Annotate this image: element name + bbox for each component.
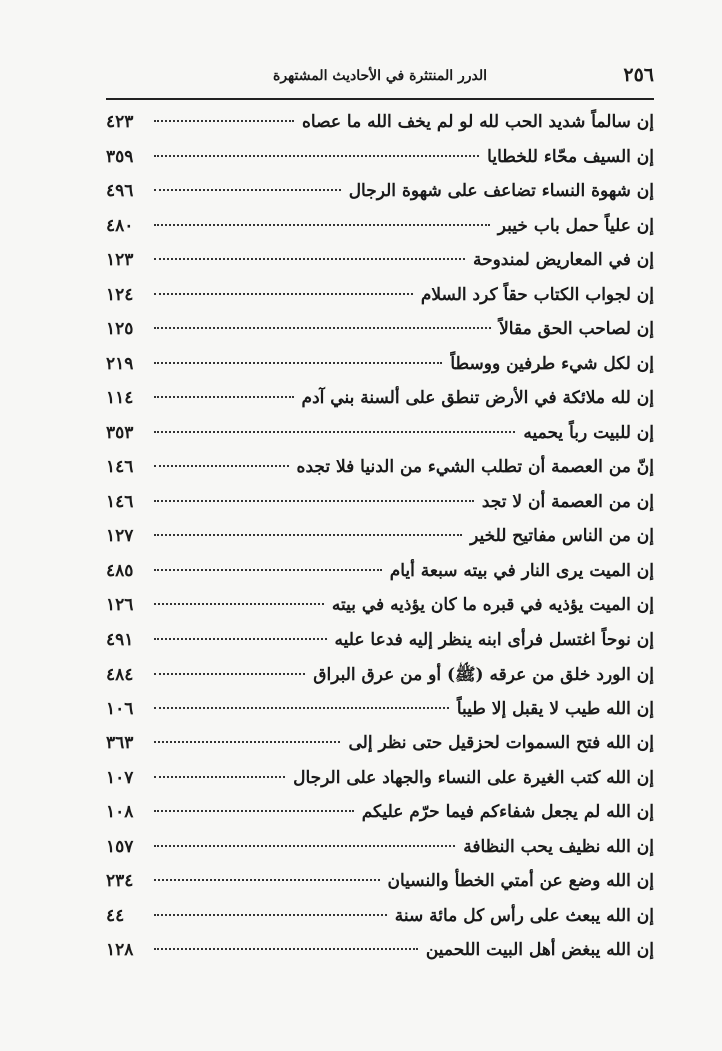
- entry-text: إن نوحاً اغتسل فرأى ابنه ينظر إليه فدعا عليه: [334, 629, 654, 650]
- index-entry: [106, 354, 654, 389]
- entry-text: إن لله ملائكة في الأرض تنطق على ألسنة بني آدم: [301, 388, 654, 408]
- entry-page-number: ٤٤: [106, 905, 125, 926]
- entry-text: إن الله طيب لا يقبل إلا طيباً: [456, 698, 654, 719]
- dot-leader: [154, 534, 462, 536]
- header-rule: [106, 98, 654, 100]
- entry-text: إن الله يبغض أهل البيت اللحمين: [425, 940, 654, 960]
- index-entry: [106, 699, 654, 734]
- dot-leader: [154, 776, 285, 778]
- dot-leader: [154, 500, 474, 502]
- entry-text: إن الله فتح السموات لحزقيل حتى نظر إلى: [348, 733, 654, 753]
- entry-page-number: ١٤٦: [106, 491, 134, 512]
- entry-text: إن سالماً شديد الحب لله لو لم يخف الله ما عصاه: [302, 112, 654, 132]
- dot-leader: [154, 155, 479, 157]
- dot-leader: [154, 810, 354, 812]
- entry-text: إن الله كتب الغيرة على النساء والجهاد على الرجال: [293, 767, 654, 788]
- entry-page-number: ١٢٨: [106, 940, 134, 960]
- entry-text: إن لجواب الكتاب حقاً كرد السلام: [420, 284, 654, 305]
- index-entry: [106, 561, 654, 596]
- index-entry: [106, 250, 654, 285]
- index-entry: [106, 871, 654, 906]
- dot-leader: [154, 362, 442, 364]
- entry-text: إن في المعاريض لمندوحة: [472, 250, 654, 270]
- index-entry: [106, 388, 654, 423]
- index-entry: [106, 733, 654, 768]
- dot-leader: [154, 603, 324, 605]
- dot-leader: [154, 741, 340, 743]
- entry-text: إن لصاحب الحق مقالاً: [499, 319, 654, 339]
- entry-text: إن الميت يرى النار في بيته سبعة أيام: [389, 560, 654, 581]
- index-entry: [106, 492, 654, 527]
- entry-page-number: ١١٤: [106, 388, 134, 408]
- index-entry: [106, 630, 654, 665]
- index-entry: [106, 526, 654, 561]
- entry-page-number: ١٥٧: [106, 836, 134, 857]
- dot-leader: [154, 224, 490, 226]
- index-entry: [106, 285, 654, 320]
- dot-leader: [154, 673, 305, 675]
- dot-leader: [154, 258, 465, 260]
- dot-leader: [154, 707, 449, 709]
- index-entry: [106, 181, 654, 216]
- index-entry: [106, 147, 654, 182]
- entry-text: إن الورد خلق من عرقه (ﷺ) أو من عرق البراق: [313, 665, 654, 685]
- index-entry: [106, 319, 654, 354]
- index-entry: [106, 837, 654, 872]
- entry-page-number: ١٠٨: [106, 802, 134, 822]
- entry-text: إنّ من العصمة أن تطلب الشيء من الدنيا فلا تجده: [296, 457, 654, 477]
- dot-leader: [154, 465, 289, 467]
- index-entry: [106, 457, 654, 492]
- entry-page-number: ٤٨٥: [106, 560, 134, 581]
- dot-leader: [154, 431, 515, 433]
- entry-page-number: ٤٨٤: [106, 665, 134, 685]
- dot-leader: [154, 120, 294, 122]
- entry-text: إن للبيت رباً يحميه: [523, 422, 654, 443]
- entry-page-number: ٤٢٣: [106, 112, 134, 132]
- index-entry: [106, 595, 654, 630]
- entry-page-number: ٤٩٦: [106, 181, 134, 201]
- hadith-index-list: [106, 112, 654, 975]
- entry-page-number: ٢٣٤: [106, 871, 134, 891]
- dot-leader: [154, 569, 382, 571]
- index-entry: [106, 940, 654, 975]
- index-entry: [106, 216, 654, 251]
- entry-text: إن من الناس مفاتيح للخير: [470, 526, 654, 546]
- dot-leader: [154, 327, 491, 329]
- entry-page-number: ٣٥٣: [106, 422, 134, 443]
- entry-page-number: ١٢٦: [106, 595, 134, 615]
- dot-leader: [154, 845, 455, 847]
- index-entry: [106, 112, 654, 147]
- dot-leader: [154, 879, 380, 881]
- entry-text: إن علياً حمل باب خيبر: [497, 215, 654, 236]
- entry-page-number: ١٢٧: [106, 526, 134, 546]
- dot-leader: [154, 396, 294, 398]
- entry-text: إن الله وضع عن أمتي الخطأ والنسيان: [387, 871, 654, 891]
- entry-page-number: ٣٥٩: [106, 146, 134, 167]
- entry-text: إن الله يبعث على رأس كل مائة سنة: [394, 905, 654, 926]
- dot-leader: [154, 189, 341, 191]
- dot-leader: [154, 948, 418, 950]
- dot-leader: [154, 293, 413, 295]
- page-header: [106, 64, 654, 98]
- dot-leader: [154, 914, 387, 916]
- entry-page-number: ٢١٩: [106, 353, 134, 374]
- index-entry: [106, 768, 654, 803]
- entry-text: إن شهوة النساء تضاعف على شهوة الرجال: [348, 181, 654, 201]
- index-entry: [106, 423, 654, 458]
- entry-text: إن السيف محّاء للخطايا: [487, 146, 654, 167]
- entry-page-number: ٤٩١: [106, 629, 134, 650]
- entry-text: إن الله لم يجعل شفاءكم فيما حرّم عليكم: [361, 802, 654, 822]
- entry-page-number: ١٢٥: [106, 319, 134, 339]
- entry-page-number: ١٢٤: [106, 284, 134, 305]
- entry-page-number: ٣٦٣: [106, 733, 134, 753]
- entry-page-number: ١٠٦: [106, 698, 134, 719]
- entry-text: إن من العصمة أن لا تجد: [481, 491, 654, 512]
- entry-text: إن لكل شيء طرفين ووسطاً: [450, 353, 654, 374]
- index-entry: [106, 664, 654, 699]
- index-entry: [106, 906, 654, 941]
- entry-page-number: ١٢٣: [106, 250, 134, 270]
- entry-page-number: ١٠٧: [106, 767, 134, 788]
- entry-page-number: ١٤٦: [106, 457, 134, 477]
- entry-text: إن الميت يؤذيه في قبره ما كان يؤذيه في بيته: [331, 595, 654, 615]
- dot-leader: [154, 638, 327, 640]
- running-title: الدرر المنتثرة في الأحاديث المشتهرة: [272, 68, 487, 84]
- entry-page-number: ٤٨٠: [106, 215, 134, 236]
- page-number: ٢٥٦: [623, 64, 654, 86]
- index-entry: [106, 802, 654, 837]
- entry-text: إن الله نظيف يحب النظافة: [463, 836, 654, 857]
